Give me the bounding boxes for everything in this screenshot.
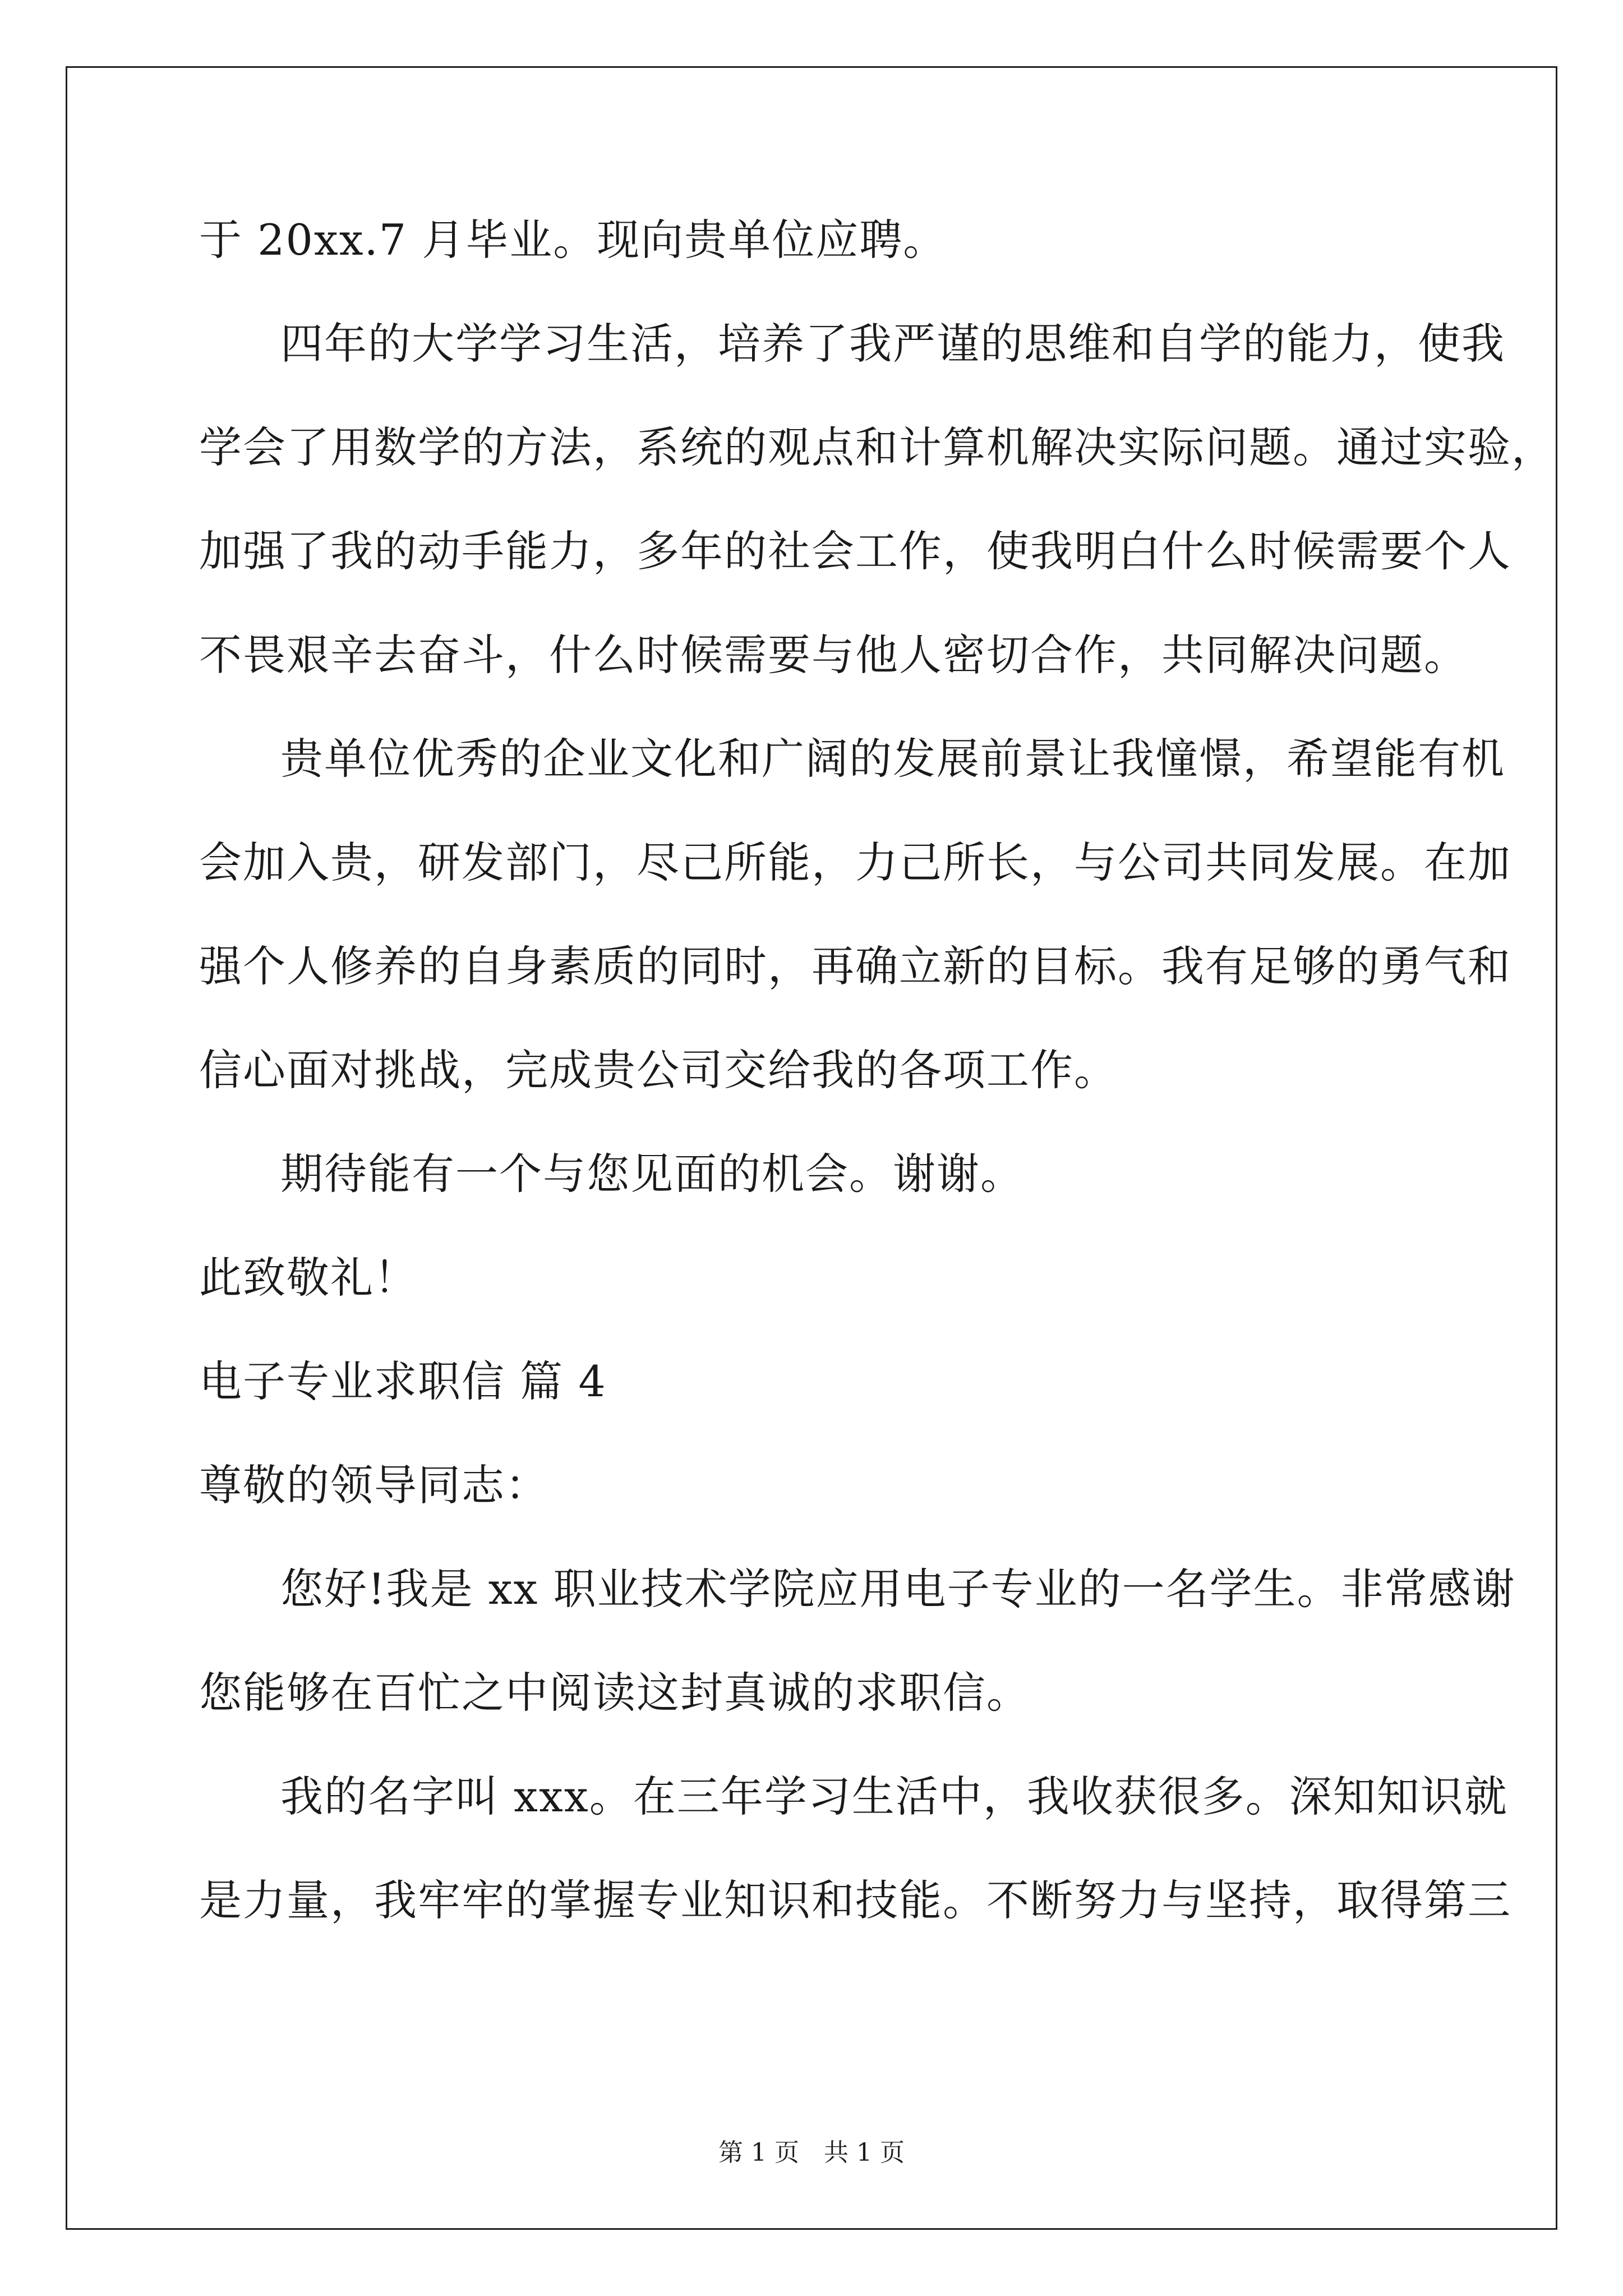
text-line: 加强了我的动手能力，多年的社会工作，使我明白什么时候需要个人 [199,526,1511,576]
page-number-footer: 第 1 页 共 1 页 [718,2138,905,2167]
paragraph-start-line: 我的名字叫 xxx。在三年学习生活中，我收获很多。深知知识就 [280,1772,1508,1821]
closing-salutation: 此致敬礼！ [199,1253,418,1303]
paragraph-start-line: 贵单位优秀的企业文化和广阔的发展前景让我憧憬，希望能有机 [280,734,1505,784]
paragraph-start-line: 四年的大学学习生活，培养了我严谨的思维和自学的能力，使我 [280,319,1505,369]
paragraph-start-line: 期待能有一个与您见面的机会。谢谢。 [280,1149,1024,1199]
paragraph-start-line: 您好!我是 xx 职业技术学院应用电子专业的一名学生。非常感谢 [280,1564,1516,1614]
text-line: 于 20xx.7 月毕业。现向贵单位应聘。 [199,215,947,265]
text-line: 是力量，我牢牢的掌握专业知识和技能。不断努力与坚持，取得第三 [199,1875,1511,1925]
text-line: 您能够在百忙之中阅读这封真诚的求职信。 [199,1668,1030,1718]
text-line: 信心面对挑战，完成贵公司交给我的各项工作。 [199,1045,1118,1095]
text-line: 学会了用数学的方法，系统的观点和计算机解决实际问题。通过实验， [199,422,1555,472]
section-heading: 电子专业求职信 篇 4 [199,1356,607,1406]
text-line: 强个人修养的自身素质的同时，再确立新的目标。我有足够的勇气和 [199,941,1511,991]
text-line: 不畏艰辛去奋斗，什么时候需要与他人密切合作，共同解决问题。 [199,630,1468,680]
greeting-line: 尊敬的领导同志： [199,1460,549,1510]
text-line: 会加入贵，研发部门，尽己所能，力己所长，与公司共同发展。在加 [199,838,1511,887]
